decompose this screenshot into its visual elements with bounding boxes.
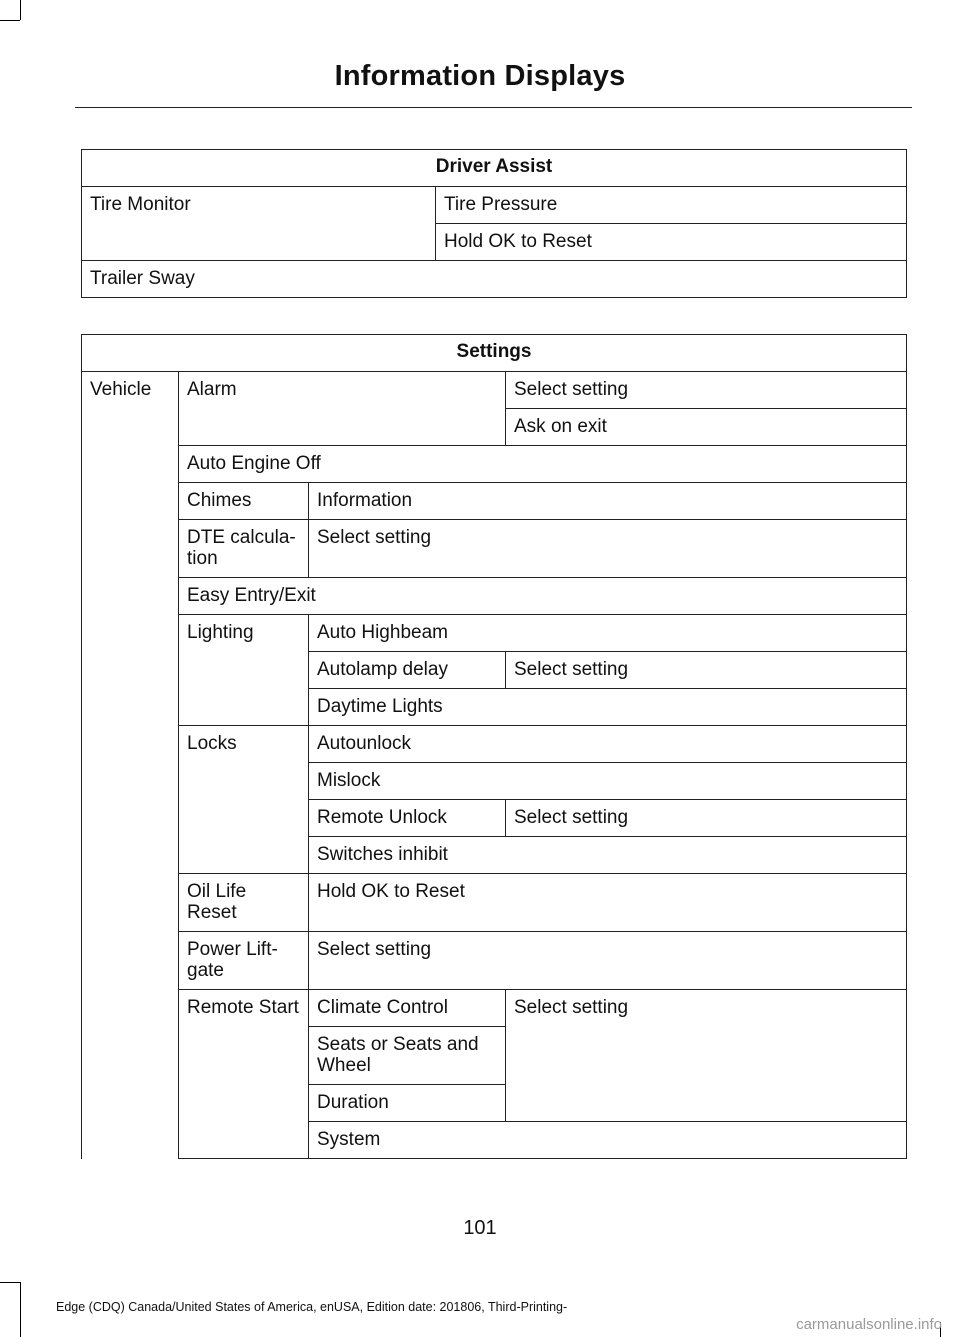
driver-assist-table: [81, 149, 907, 298]
autounlock-cell: Autounlock: [309, 726, 907, 763]
system-cell: System: [309, 1122, 907, 1159]
table-row: [82, 372, 907, 409]
table-row: [82, 726, 907, 763]
vehicle-cell: Vehicle: [82, 372, 179, 1159]
table-row: [82, 187, 907, 224]
crop-mark-bottom-left-v: [20, 1282, 21, 1337]
watermark: carmanualsonline.info: [796, 1316, 942, 1333]
remote-start-cell: Remote Start: [179, 990, 309, 1159]
crop-mark-top-left-v: [20, 0, 21, 20]
header-divider: [75, 107, 912, 108]
alarm-cell: Alarm: [179, 372, 506, 446]
table-row: [82, 615, 907, 652]
table-row: [82, 874, 907, 932]
auto-engine-off-cell: Auto Engine Off: [179, 446, 907, 483]
oil-life-reset-cell: Oil Life Reset: [179, 874, 309, 932]
settings-table: [81, 334, 907, 1159]
page-title: Information Displays: [334, 60, 626, 92]
chimes-cell: Chimes: [179, 483, 309, 520]
hold-ok-reset-cell: Hold OK to Reset: [436, 224, 907, 261]
power-liftgate-cell: Power Lift-gate: [179, 932, 309, 990]
table-header-row: [82, 335, 907, 372]
table-row: [82, 990, 907, 1027]
trailer-sway-cell: Trailer Sway: [82, 261, 907, 298]
table-row: [82, 578, 907, 615]
crop-mark-top-left-h: [0, 20, 20, 21]
tire-pressure-cell: Tire Pressure: [436, 187, 907, 224]
settings-title: Settings: [82, 335, 907, 372]
duration-cell: Duration: [309, 1085, 506, 1122]
autolamp-delay-cell: Autolamp delay: [309, 652, 506, 689]
remote-unlock-select-cell: Select setting: [506, 800, 907, 837]
switches-inhibit-cell: Switches inhibit: [309, 837, 907, 874]
edition-footer: Edge (CDQ) Canada/United States of America, enUSA, Edition date: 201806, Third-Printing-: [56, 1300, 568, 1314]
table-row: [82, 932, 907, 990]
table-row: [82, 446, 907, 483]
table-row: [82, 261, 907, 298]
easy-entry-exit-cell: Easy Entry/Exit: [179, 578, 907, 615]
alarm-select-cell: Select setting: [506, 372, 907, 409]
dte-select-cell: Select setting: [309, 520, 907, 578]
table-row: [82, 483, 907, 520]
auto-highbeam-cell: Auto Highbeam: [309, 615, 907, 652]
ask-on-exit-cell: Ask on exit: [506, 409, 907, 446]
page-number: 101: [463, 1217, 497, 1239]
daytime-lights-cell: Daytime Lights: [309, 689, 907, 726]
remote-start-select-cell: Select setting: [506, 990, 907, 1122]
driver-assist-title: Driver Assist: [82, 150, 907, 187]
seats-wheel-cell: Seats or Seats and Wheel: [309, 1027, 506, 1085]
climate-control-cell: Climate Control: [309, 990, 506, 1027]
dte-calculation-cell: DTE calcula-tion: [179, 520, 309, 578]
locks-cell: Locks: [179, 726, 309, 874]
remote-unlock-cell: Remote Unlock: [309, 800, 506, 837]
oil-hold-ok-cell: Hold OK to Reset: [309, 874, 907, 932]
mislock-cell: Mislock: [309, 763, 907, 800]
information-cell: Information: [309, 483, 907, 520]
crop-mark-bottom-left-h: [0, 1282, 20, 1283]
power-liftgate-select-cell: Select setting: [309, 932, 907, 990]
lighting-cell: Lighting: [179, 615, 309, 726]
autolamp-select-cell: Select setting: [506, 652, 907, 689]
table-row: [82, 520, 907, 578]
tire-monitor-cell: Tire Monitor: [82, 187, 436, 261]
table-header-row: [82, 150, 907, 187]
